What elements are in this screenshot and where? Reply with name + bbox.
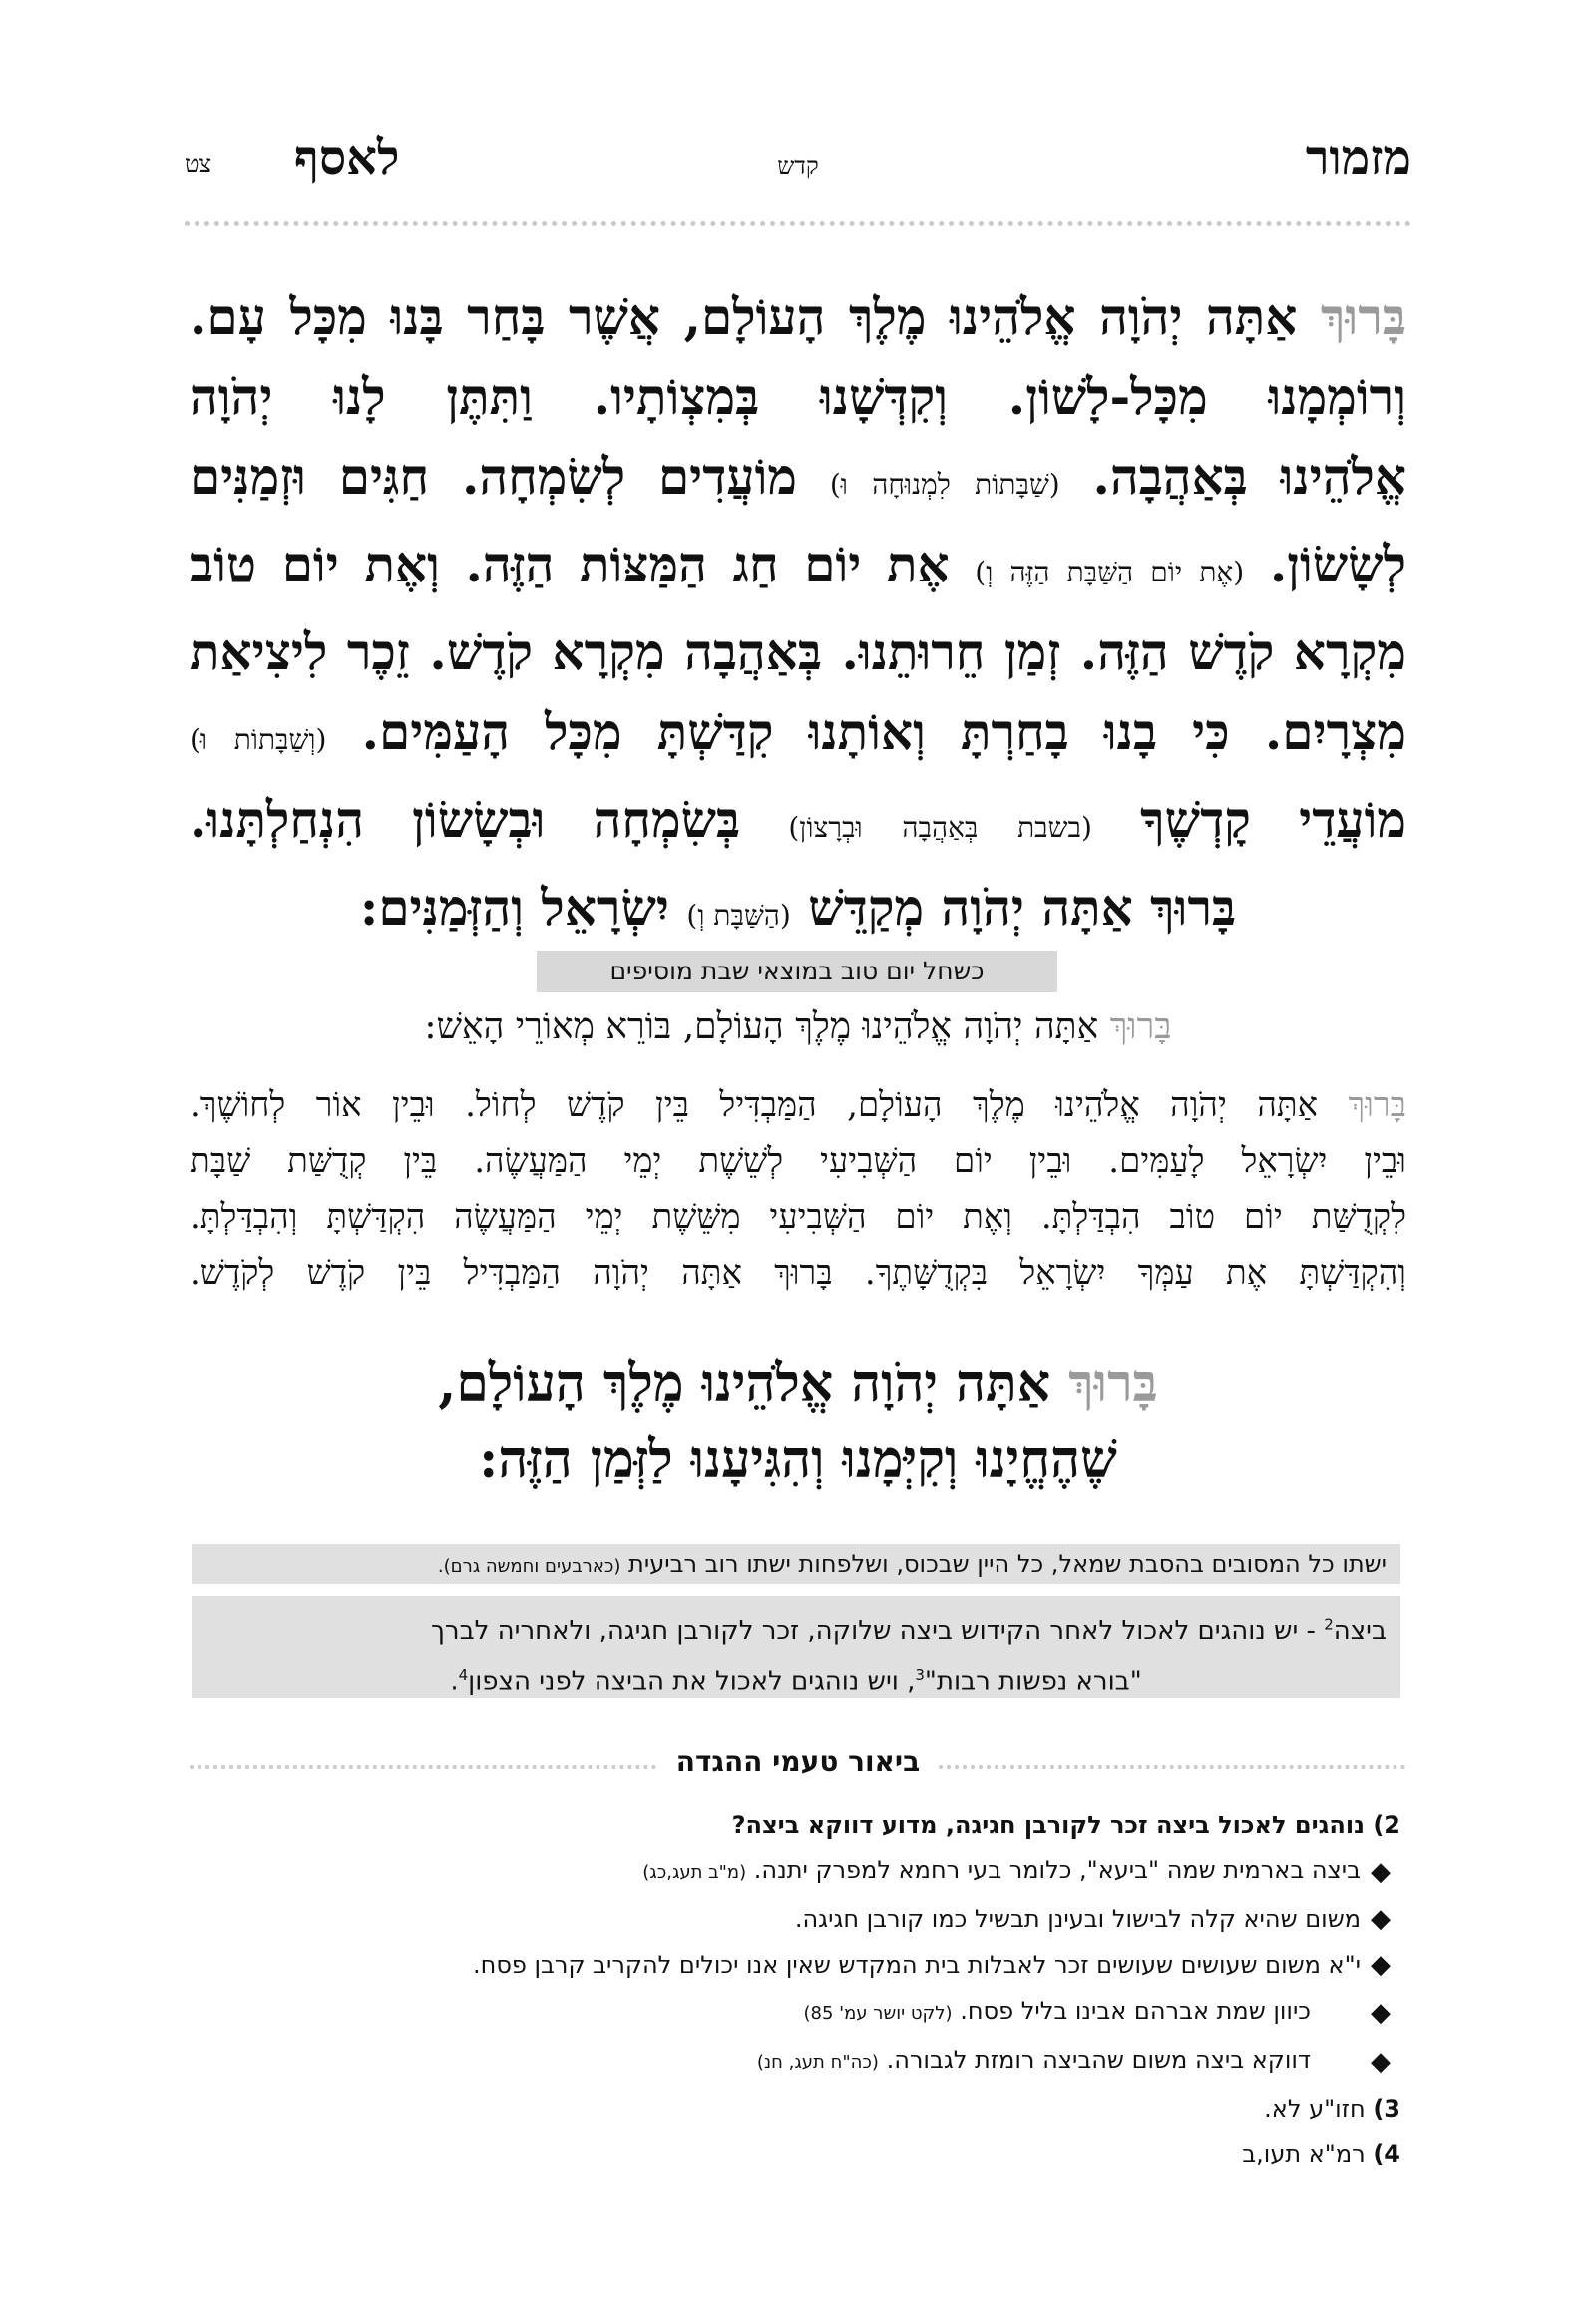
kiddush-text-segment: בָּרוּךְ אַתָּה יְהֹוָה מְקַדֵּשׁ (808, 878, 1237, 937)
bullet-source: (כה"ח תעג, חנ) (756, 2052, 879, 2073)
list-item-text (795, 1896, 1361, 1942)
kiddush-line-6 (190, 692, 1406, 780)
egg-word: ביצה (1333, 1615, 1387, 1646)
bullet-text: משום שהיא קלה לבישול ובעינן תבשיל כמו קורבן חגיגה. (794, 1905, 1361, 1933)
kiddush-text-segment: אַתָּה יְהֹוָה אֱלֹהֵינוּ מֶלֶךְ הָעוֹלָם, אֲשֶׁר בָּחַר בָּנוּ מִכָּל עָם. (190, 287, 1298, 346)
shehecheyanu-line-1 (190, 1347, 1406, 1422)
list-item-text (642, 1847, 1361, 1896)
footnote-number: 3) (1373, 2095, 1400, 2123)
kiddush-line-4 (190, 525, 1406, 612)
diamond-bullet-icon: ◆ (1371, 1997, 1391, 2028)
kiddush-text (190, 277, 1406, 956)
bullet-source: (מ"ב תעג,כג) (642, 1862, 747, 1883)
kiddush-shabbat-insert: (שַׁבָּתוֹת לִמְנוּחָה וּ) (829, 468, 1060, 501)
list-item-text (473, 1942, 1361, 1988)
list-item (190, 1847, 1400, 1896)
list-item (190, 1988, 1400, 2037)
kiddush-closing-line (190, 868, 1406, 956)
kiddush-shabbat-insert: (הַשַּׁבָּת וְ) (686, 899, 791, 932)
baruch-grey: בָּרוּךְ (1348, 1085, 1406, 1125)
havdala-line-3: לִקְדֻשַּׁת יוֹם טוֹב הִבְדַּלְתָּ. וְאֶת יוֹם הַשְּׁבִיעִי מִשֵּׁשֶׁת יְמֵי הַמַּעֲשֶׂה הִקְדַּשְׁתָּ וְהִבְדַּלְתָּ. (190, 1197, 1406, 1237)
question-text: נוהגים לאכול ביצה זכר לקורבן חגיגה, מדוע דווקא ביצה? (731, 1811, 1365, 1839)
havdala-line-1 (190, 1077, 1406, 1133)
header-title-left: לאסף (294, 130, 400, 186)
kiddush-text-segment: אֶת יוֹם חַג הַמַּצּוֹת הַזֶּה. וְאֶת יוֹם טוֹב (190, 535, 950, 593)
bullet-source: (לקט יושר עמ' 85) (803, 2003, 953, 2024)
list-item (190, 1896, 1400, 1942)
footnote-number: 4) (1373, 2140, 1400, 2168)
kiddush-shabbat-insert: (וְשַׁבָּתוֹת וּ) (190, 723, 327, 756)
havdala-line-4: וְהִקְדַּשְׁתָּ אֶת עַמְּךָ יִשְׂרָאֵל בִּקְדֻשָּׁתֶךָ. בָּרוּךְ אַתָּה יְהֹוָה הַמַּבְדִּיל בֵּין קֹדֶשׁ לְקֹדֶשׁ. (190, 1253, 1406, 1293)
section-heading-row (190, 1745, 1406, 1785)
baruch-grey: בָּרוּךְ (1109, 1006, 1172, 1047)
baruch-grey: בָּרוּךְ (1068, 1354, 1158, 1414)
diamond-bullet-icon: ◆ (1371, 1856, 1391, 1887)
shehecheyanu-line-2: שֶׁהֶחֱיָנוּ וְקִיְּמָנוּ וְהִגִּיעָנוּ לַזְּמַן הַזֶּה: (479, 1429, 1117, 1490)
bullet-text: י"א משום שעושים שעושים זכר לאבלות בית המקדש שאין אנו יכולים להקריב קרבן פסח. (473, 1951, 1361, 1979)
kiddush-shabbat-insert: (אֶת יוֹם הַשַּׁבָּת הַזֶּה וְ) (975, 556, 1245, 588)
kiddush-text-segment: אֱלֹהֵינוּ בְּאַהֲבָה. (1092, 447, 1406, 506)
diamond-bullet-icon: ◆ (1371, 1950, 1391, 1980)
egg-text: . (450, 1666, 459, 1697)
kiddush-text-segment: בְּשִׂמְחָה וּבְשָׂשׂוֹן הִנְחַלְתָּנוּ. (190, 790, 741, 849)
baruch-grey: בָּרוּךְ (1320, 287, 1406, 346)
question-number: 2) (1373, 1811, 1400, 1839)
footnote-text: חזו"ע לא. (1264, 2095, 1366, 2123)
drinking-measure: (כארבעים וחמשה גרם). (437, 1556, 621, 1577)
bullet-text: דווקא ביצה משום שהביצה רומזת לגבורה. (886, 2046, 1311, 2074)
diamond-bullet-icon: ◆ (1371, 2046, 1391, 2077)
list-item-text (757, 2037, 1361, 2086)
kiddush-line-1 (190, 277, 1406, 357)
kiddush-line-2 (190, 357, 1406, 437)
borei-meorei-haesh (190, 997, 1406, 1057)
shehecheyanu-blessing (190, 1347, 1406, 1498)
drinking-instruction (192, 1544, 1400, 1584)
kiddush-text-segment: לְשָׂשׂוֹן. (1269, 535, 1406, 593)
drinking-text: ישתו כל המסובים בהסבת שמאל, כל היין שבכוס, ושלפחות ישתו רוב רביעית (628, 1550, 1387, 1578)
kiddush-text-segment: מוֹעֲדִים לְשִׂמְחָה. חַגִּים וּזְמַנִּים (190, 447, 798, 506)
havdala-text (190, 1077, 1406, 1301)
header-title-right: מזמור (1305, 130, 1411, 186)
egg-text: "בורא נפשות רבות" (924, 1666, 1142, 1697)
footnote-ref: 2 (1324, 1615, 1334, 1633)
egg-instruction (192, 1596, 1400, 1698)
kiddush-line-7 (190, 780, 1406, 868)
diamond-bullet-icon: ◆ (1371, 1904, 1391, 1934)
list-item (190, 1942, 1400, 1988)
kiddush-text-segment: וְרוֹמְמָנוּ מִכָּל-לָשׁוֹן. וְקִדְּשָׁנוּ בְּמִצְוֹתָיו. וַתִּתֶּן לָנוּ יְהֹוָה (190, 367, 1406, 426)
havdala-line-2: וּבֵין יִשְׂרָאֵל לָעַמִּים. וּבֵין יוֹם הַשְּׁבִיעִי לְשֵׁשֶׁת יְמֵי הַמַּעֲשֶׂה. בֵּין קְדֻשַּׁת שַׁבָּת (190, 1141, 1406, 1181)
footnote-text: רמ"א תעו,ב (1242, 2140, 1366, 2168)
header-section-name: קדש (777, 152, 819, 180)
header-divider (185, 221, 1411, 226)
lights-text: אַתָּה יְהֹוָה אֱלֹהֵינוּ מֶלֶךְ הָעוֹלָם, בּוֹרֵא מְאוֹרֵי הָאֵשׁ: (424, 1006, 1099, 1047)
egg-text: - יש נוהגים לאכול לאחר הקידוש ביצה שלוקה, זכר לקורבן חגיגה, ולאחריה לברך (430, 1615, 1325, 1646)
section-title: ביאור טעמי ההגדה (658, 1745, 939, 1778)
kiddush-line-5 (190, 612, 1406, 692)
kiddush-text-segment: מִצְרָיִם. כִּי בָנוּ בָחַרְתָּ וְאוֹתָנוּ קִדַּשְׁתָּ מִכָּל הָעַמִּים. (361, 702, 1406, 761)
explanation-question (190, 1803, 1400, 1847)
page-number: צט (185, 150, 212, 178)
list-item (190, 2037, 1400, 2086)
kiddush-text-segment: יִשְׂרָאֵל וְהַזְּמַנִּים: (359, 878, 669, 937)
explanations (190, 1803, 1400, 2177)
havdala-text-segment: אַתָּה יְהֹוָה אֱלֹהֵינוּ מֶלֶךְ הָעוֹלָם, הַמַּבְדִּיל בֵּין קֹדֶשׁ לְחוֹל. וּבֵין אוֹר לְחוֹשֶׁךְ. (190, 1085, 1319, 1125)
footnote (190, 2131, 1400, 2177)
bullet-text: כיוון שמת אברהם אבינו בליל פסח. (960, 1997, 1311, 2025)
list-item-text (803, 1988, 1361, 2037)
kiddush-shabbat-insert: (בשבת בְּאַהֲבָה וּבְרָצוֹן) (788, 811, 1092, 844)
page-header (185, 120, 1411, 199)
footnote-ref: 3 (915, 1665, 925, 1684)
kiddush-text-segment: מוֹעֲדֵי קָדְשֶׁךָ (1140, 790, 1406, 849)
bullet-text: ביצה בארמית שמה "ביעא", כלומר בעי רחמא למפרק יתנה. (753, 1856, 1361, 1884)
shehecheyanu-text: אַתָּה יְהֹוָה אֱלֹהֵינוּ מֶלֶךְ הָעוֹלָם, (438, 1354, 1051, 1414)
egg-text: , ויש נוהגים לאכול את הביצה לפני הצפון (468, 1666, 916, 1697)
egg-line-1 (431, 1616, 1387, 1646)
footnote (190, 2086, 1400, 2131)
footnote-ref: 4 (458, 1665, 469, 1684)
kiddush-text-segment: מִקְרָא קֹדֶשׁ הַזֶּה. זְמַן חֵרוּתֵנוּ. בְּאַהֲבָה מִקְרָא קֹדֶשׁ. זֵכֶר לִיצִיאַת (190, 622, 1406, 681)
motzei-shabbat-label: כשחל יום טוב במוצאי שבת מוסיפים (537, 951, 1057, 992)
kiddush-line-3 (190, 437, 1406, 525)
egg-line-2 (205, 1653, 1387, 1704)
